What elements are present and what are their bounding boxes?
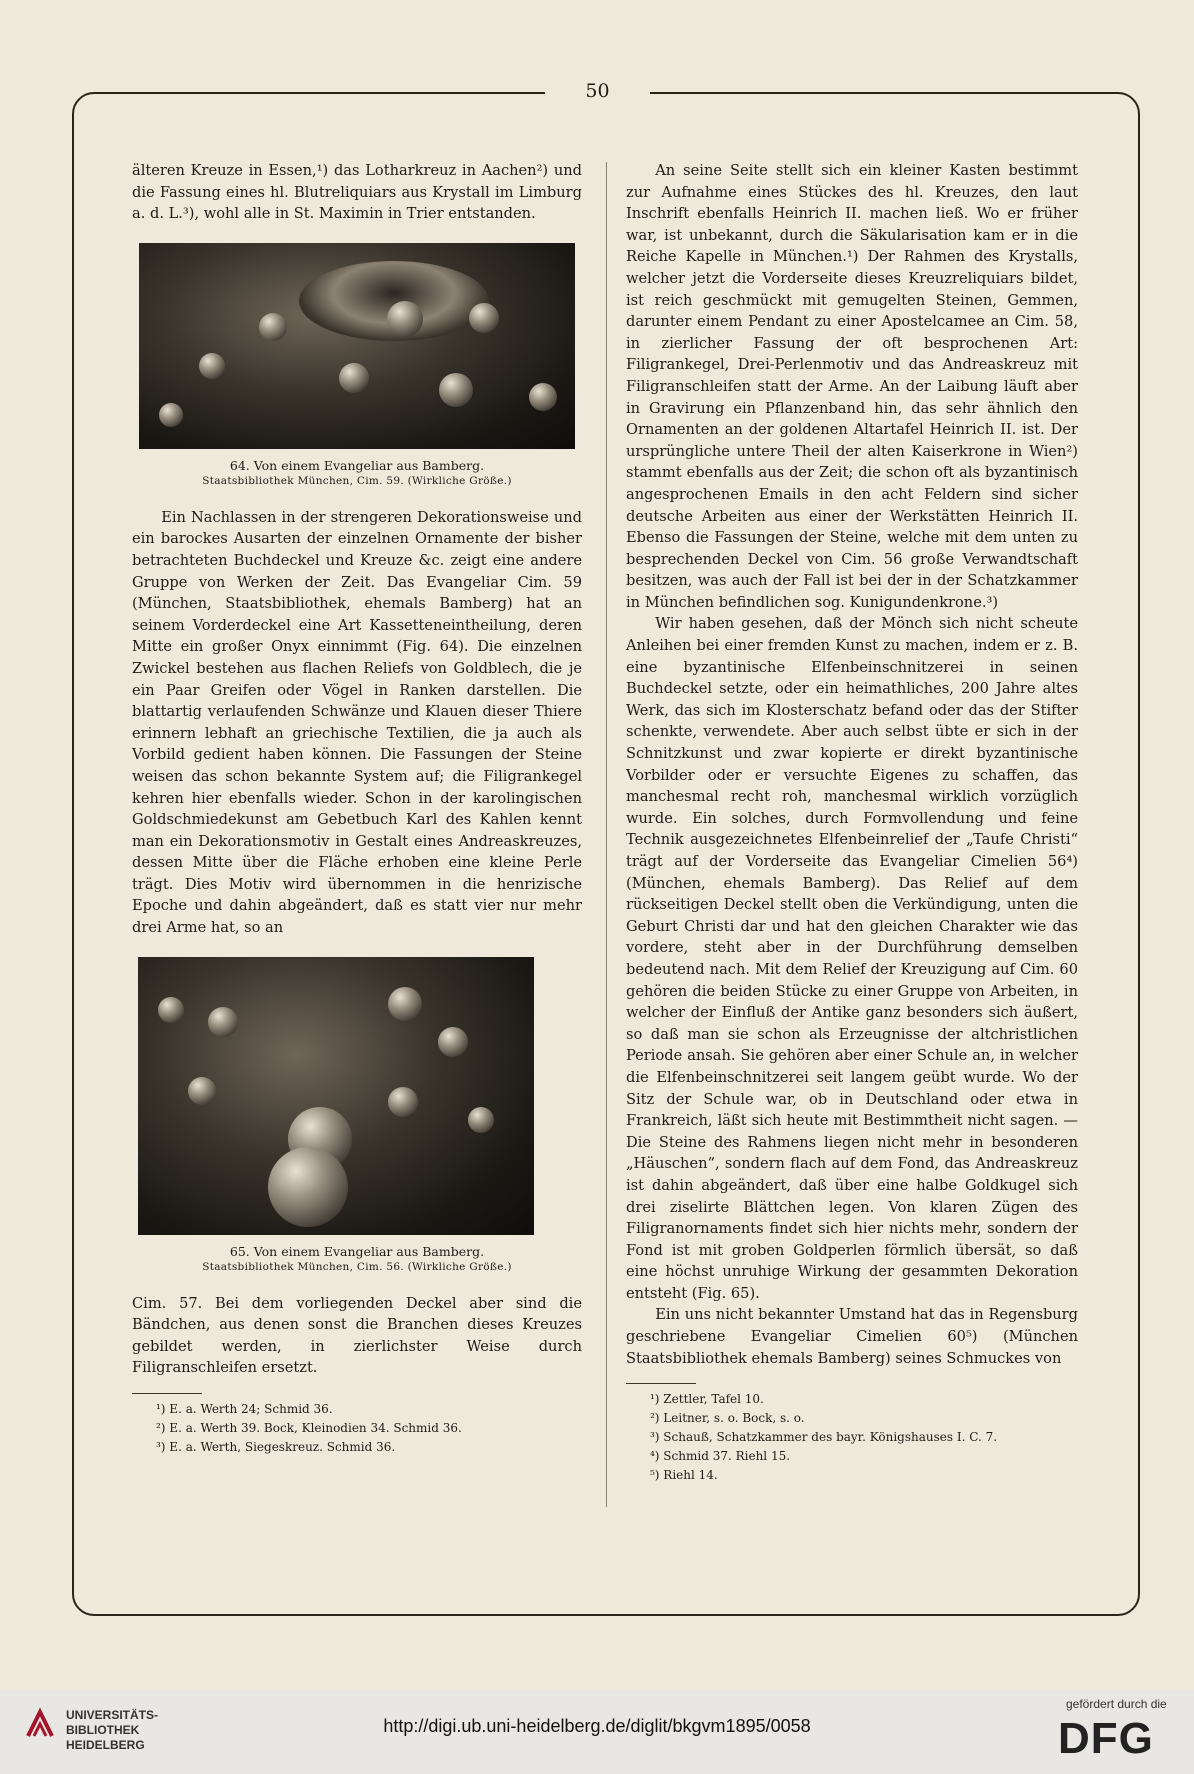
dfg-logo: DFG <box>1058 1714 1154 1763</box>
funded-by-label: gefördert durch die <box>1066 1697 1167 1711</box>
right-paragraph-2: Wir haben gesehen, daß der Mönch sich nicht scheute Anleihen bei einer fremden Kunst zu machen, indem er z. B. eine byzantinische Elfenbeinschnitzerei in seinen Buchdeckel setzte, oder ein heimathliches, 200 Jahre altes Werk, das sich im Klosterschatz befand oder das der Stifter schenkte, verwendete. Aber auch selbst übte er sich in der Schnitzkunst und zwar kopierte er direkt byzantinische Vorbilder oder er versuchte Eigenes zu schaffen, das manchesmal recht roh, manchesmal wirklich vorzüglich wurde. Ein solches, durch Formvollendung und feine Technik ausgezeichnetes Elfenbeinrelief der „Taufe Christi“ trägt auf der Vorderseite das Evangeliar Cimelien 56⁴) (München, ehemals Bamberg). Das Relief auf dem rückseitigen Deckel stellt oben die Verkündigung, unten die Geburt Christi dar und hat den gleichen Charakter wie das vordere, steht aber in der Durchführung demselben bedeutend nach. Mit dem Relief der Kreuzigung auf Cim. 60 gehören die beiden Stücke zu einer Gruppe von Arbeiten, in welcher der Einfluß der Antike ganz besonders sich äußert, so daß man sie schon als Erzeugnisse der altchristlichen Periode ansah. Sie gehören aber einer Schule an, in welcher die Elfenbeinschnitzerei seit langem geübt wurde. Wo der Sitz der Schule war, ob in Deutschland oder etwa in Frankreich, läßt sich heute mit Bestimmtheit nicht sagen. — Die Steine des Rahmens liegen nicht mehr in besonderen „Häuschen“, sondern flach auf dem Fond, das Andreaskreuz ist dahin abgeändert, daß über eine halbe Goldkugel sich drei ziselirte Blättchen legen. Von klaren Zügen des Filigranornaments findet sich hier nichts mehr, sondern der Fond ist mit groben Goldperlen förmlich übersät, so daß eine höchst unruhige Wirkung der gesammten Dekoration entsteht (Fig. 65). <box>626 615 1078 1302</box>
right-paragraph-3: Ein uns nicht bekannter Umstand hat das in Regensburg geschriebene Evangeliar Cimelien 60⁵) (München Staatsbibliothek ehemals Bamberg) seines Schmuckes von <box>626 1306 1078 1367</box>
page-number: 50 <box>585 80 610 102</box>
figure-64-caption: 64. Von einem Evangeliar aus Bamberg. <box>229 457 485 473</box>
figure-65-caption: 65. Von einem Evangeliar aus Bamberg. <box>229 1243 485 1259</box>
right-column <box>626 160 1078 1485</box>
right-paragraph-1: An seine Seite stellt sich ein kleiner Kasten bestimmt zur Aufnahme eines Stückes des hl. Kreuzes, den laut Inschrift ebenfalls Heinrich II. machen ließ. Wo er früher war, ist unbekannt, durch die Säkularisation kam er in die Reiche Kapelle in München.¹) Der Rahmen des Krystalls, welcher jetzt die Vorderseite dieses Kreuzreliquiars bildet, ist reich geschmückt mit gemugelten Steinen, Gemmen, darunter einem Pendant zu einer Apostelcamee an Cim. 58, in zierlicher Fassung der oft besprochenen Art: Filigrankegel, Drei-Perlenmotiv und das Andreaskreuz mit Filigranschleifen statt der Arme. An der Laibung läuft aber in Gravirung ein Pflanzenband hin, das sehr ähnlich den Ornamenten an der goldenen Altartafel Heinrich II. ist. Der ursprüngliche untere Theil der alten Kaiserkrone in Wien²) stammt ebenfalls aus der Zeit; die schon oft als byzantinisch angesprochenen Emails in den acht Feldern sind sicher deutsche Arbeiten aus einer der Werkstätten Heinrich II. Ebenso die Fassungen der Steine, welche mit dem unten zu besprechenden Deckel von Cim. 56 große Verwandtschaft besitzen, was auch der Fall ist bei der in der Schatzkammer in München befindlichen sog. Kunigundenkrone.³) <box>626 162 1078 611</box>
footnote: ³) E. a. Werth, Siegeskreuz. Schmid 36. <box>156 1440 396 1455</box>
figure-64-source: Staatsbibliothek München, Cim. 59. (Wirkliche Größe.) <box>202 474 512 487</box>
footnote: ¹) Zettler, Tafel 10. <box>650 1392 764 1407</box>
footnote: ²) Leitner, s. o. Bock, s. o. <box>650 1411 805 1426</box>
left-footnotes <box>132 1400 582 1457</box>
footnote: ³) Schauß, Schatzkammer des bayr. Königshauses I. C. 7. <box>650 1430 998 1445</box>
left-paragraph-2: Ein Nachlassen in der strengeren Dekorationsweise und ein barockes Ausarten der einzelnen Ornamente der bisher betrachteten Buchdeckel und Kreuze &c. zeigt eine andere Gruppe von Werken der Zeit. Das Evangeliar Cim. 59 (München, Staatsbibliothek, ehemals Bamberg) hat an seinem Vorderdeckel eine Art Kassetteneintheilung, deren Mitte ein großer Onyx einnimmt (Fig. 64). Die einzelnen Zwickel bestehen aus flachen Reliefs von Goldblech, die je ein Paar Greifen oder Vögel in Ranken darstellen. Die blattartig verlaufenden Schwänze und Klauen dieser Thiere erinnern lebhaft an griechische Textilien, die ja auch als Vorbild gedient haben können. Die Fassungen der Steine weisen das schon bekannte System auf; die Filigrankegel kehren hier ebenfalls wieder. Schon in der karolingischen Goldschmiedekunst am Gebetbuch Karl des Kahlen kennt man ein Dekorationsmotiv in Gestalt eines Andreaskreuzes, dessen Mitte über die Fläche erhoben eine kleine Perle trägt. Dies Motiv wird übernommen in die henrizische Epoche und dahin abgeändert, daß es statt vier nur mehr drei Arme hat, so an <box>132 508 582 937</box>
left-paragraph-1: älteren Kreuze in Essen,¹) das Lotharkreuz in Aachen²) und die Fassung eines hl. Blutreliquiars aus Krystall im Limburg a. d. L.³), wohl alle in St. Maximin in Trier entstanden. <box>132 162 582 223</box>
figure-65 <box>132 957 582 1275</box>
footnote: ¹) E. a. Werth 24; Schmid 36. <box>156 1402 333 1417</box>
footnote: ⁴) Schmid 37. Riehl 15. <box>650 1449 791 1464</box>
column-divider <box>606 162 607 1507</box>
figure-65-source: Staatsbibliothek München, Cim. 56. (Wirkliche Größe.) <box>202 1260 512 1273</box>
footnote: ⁵) Riehl 14. <box>650 1468 718 1483</box>
figure-64 <box>132 243 582 489</box>
figure-65-image <box>138 957 534 1235</box>
footnote: ²) E. a. Werth 39. Bock, Kleinodien 34. Schmid 36. <box>156 1421 462 1436</box>
right-footnotes <box>626 1390 1078 1485</box>
left-column <box>132 160 582 1457</box>
left-paragraph-3: Cim. 57. Bei dem vorliegenden Deckel aber sind die Bändchen, aus denen sonst die Branchen dieses Kreuzes gebildet werden, in zierlichster Weise durch Filigranschleifen ersetzt. <box>132 1294 582 1377</box>
university-library-name: UNIVERSITÄTS- BIBLIOTHEK HEIDELBERG <box>66 1708 159 1752</box>
figure-64-image <box>139 243 575 449</box>
permalink-url[interactable]: http://digi.ub.uni-heidelberg.de/diglit/bkgvm1895/0058 <box>383 1716 811 1736</box>
